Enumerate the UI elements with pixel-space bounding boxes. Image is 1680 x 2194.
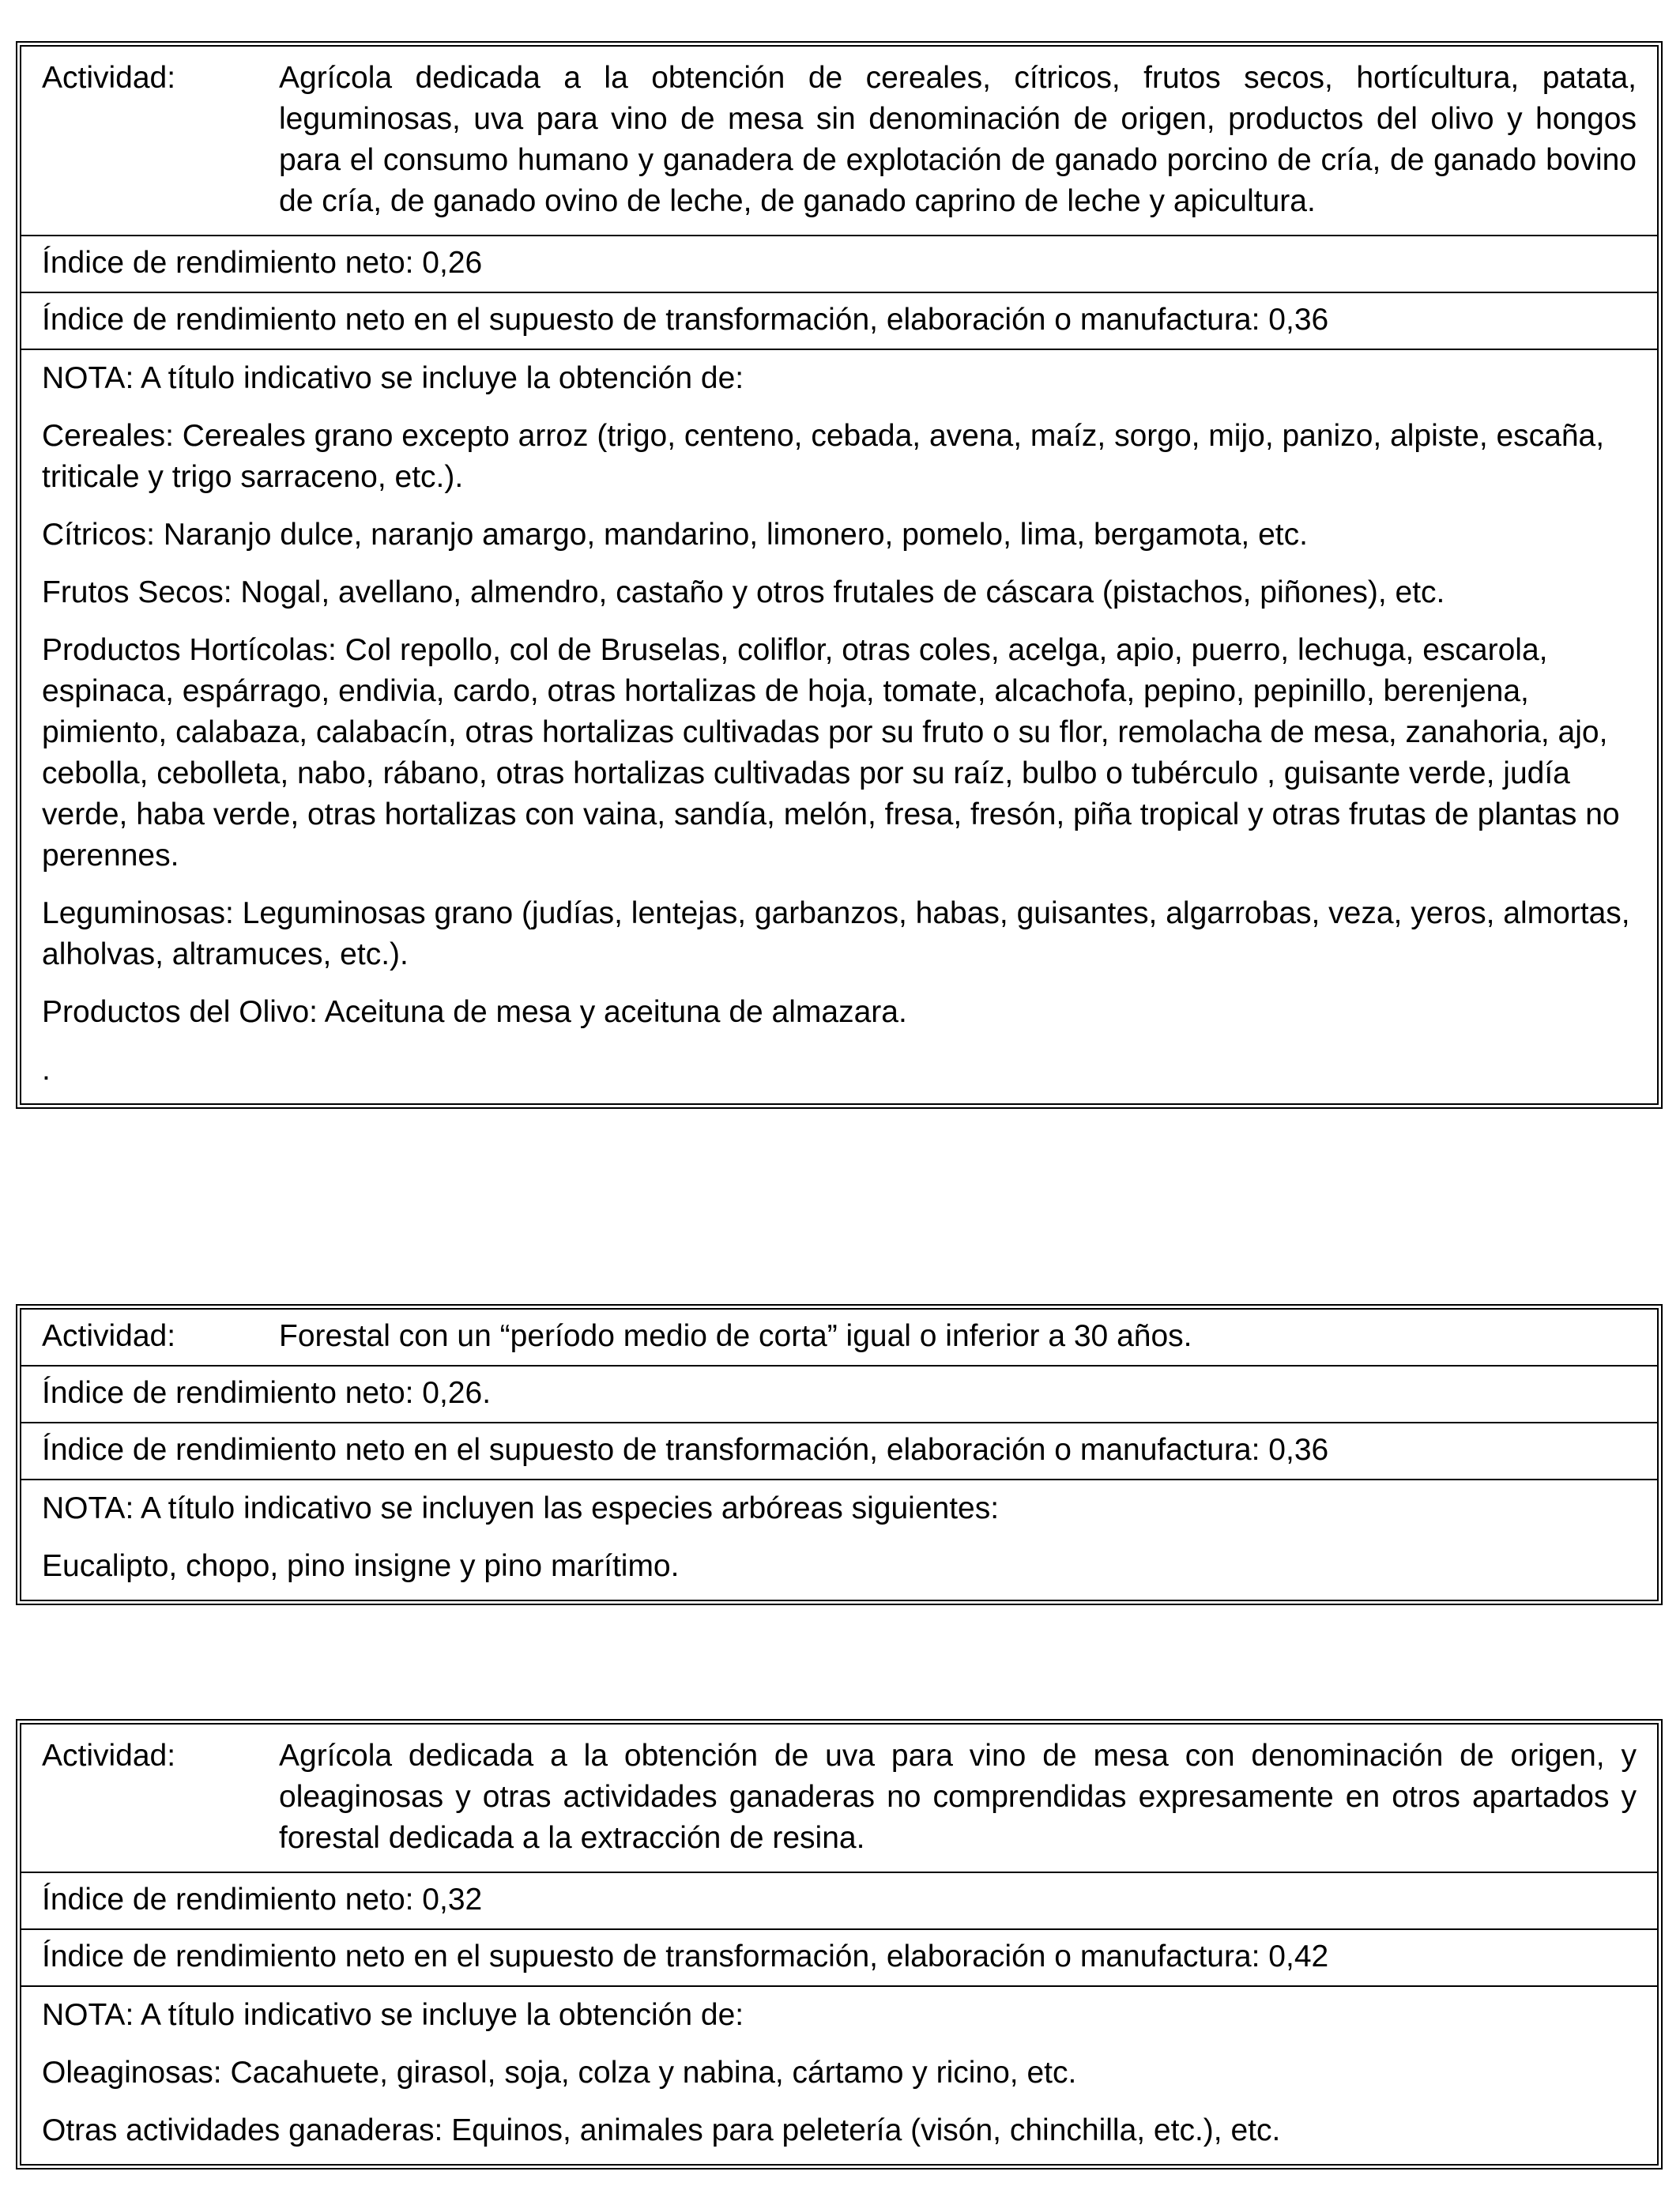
activity-row: [21, 47, 1657, 235]
net-yield-index-transformation: Índice de rendimiento neto en el supuesto de transformación, elaboración o manufactura: 0,36: [21, 292, 1657, 349]
note-item-cereales: Cereales: Cereales grano excepto arroz (trigo, centeno, cebada, avena, maíz, sorgo, mijo, panizo, alpiste, escaña, triticale y trigo sarraceno, etc.).: [42, 419, 1605, 494]
activity-description: Agrícola dedicada a la obtención de cereales, cítricos, frutos secos, hortícultura, patata, leguminosas, uva para vino de mesa sin denominación de origen, productos del olivo y hongos para el consumo humano y ganadera de explotación de ganado porcino de cría, de ganado bovino de cría, de ganado ovino de leche, de ganado caprino de leche y apicultura.: [279, 61, 1637, 218]
net-yield-index-transformation: Índice de rendimiento neto en el supuesto de transformación, elaboración o manufactura: 0,42: [21, 1928, 1657, 1985]
note-block: [21, 349, 1657, 1103]
activity-row: [21, 1725, 1657, 1872]
note-item-oleaginosas: Oleaginosas: Cacahuete, girasol, soja, colza y nabina, cártamo y ricino, etc.: [42, 2056, 1077, 2090]
note-item-olivo: Productos del Olivo: Aceituna de mesa y aceituna de almazara.: [42, 995, 907, 1029]
activity-table-agricola-general: [16, 41, 1663, 1109]
note-item-especies: Eucalipto, chopo, pino insigne y pino marítimo.: [42, 1549, 680, 1583]
note-item-leguminosas: Leguminosas: Leguminosas grano (judías, lentejas, garbanzos, habas, guisantes, algarrobas, veza, yeros, almortas, alholvas, altramuces, etc.).: [42, 896, 1630, 971]
net-yield-index-transformation: Índice de rendimiento neto en el supuesto de transformación, elaboración o manufactura: 0,36: [21, 1422, 1657, 1479]
activity-table-agricola-denominacion: [16, 1719, 1663, 2169]
activity-table-forestal: [16, 1304, 1663, 1605]
note-item-citricos: Cítricos: Naranjo dulce, naranjo amargo, mandarino, limonero, pomelo, lima, bergamota, etc.: [42, 518, 1308, 552]
note-item-ganaderas: Otras actividades ganaderas: Equinos, animales para peletería (visón, chinchilla, etc.), etc.: [42, 2113, 1281, 2147]
note-heading: NOTA: A título indicativo se incluyen las especies arbóreas siguientes:: [42, 1491, 1000, 1525]
activity-label: Actividad:: [42, 1739, 176, 1773]
activity-label: Actividad:: [42, 61, 176, 95]
activity-description: Agrícola dedicada a la obtención de uva para vino de mesa con denominación de origen, y oleaginosas y otras actividades ganaderas no comprendidas expresamente en otros apartados y forestal dedicada a la extracción de resina.: [279, 1739, 1637, 1855]
note-heading: NOTA: A título indicativo se incluye la obtención de:: [42, 361, 744, 395]
note-trailing-dot: .: [42, 1053, 51, 1087]
activity-label: Actividad:: [42, 1319, 176, 1353]
note-block: [21, 1985, 1657, 2164]
note-block: [21, 1479, 1657, 1600]
note-item-horticolas: Productos Hortícolas: Col repollo, col de Bruselas, coliflor, otras coles, acelga, apio, puerro, lechuga, escarola, espinaca, espárrago, endivia, cardo, otras hortalizas de hoja, tomate, alcachofa, pepino, pepinillo, berenjena, pimiento, calabaza, calabacín, otras hortalizas cultivadas por su fruto o su flor, remolacha de mesa, zanahoria, ajo, cebolla, cebolleta, nabo, rábano, otras hortalizas cultivadas por su raíz, bulbo o tubérculo , guisante verde, judía verde, haba verde, otras hortalizas con vaina, sandía, melón, fresa, fresón, piña tropical y otras frutas de plantas no perennes.: [42, 633, 1620, 873]
net-yield-index: Índice de rendimiento neto: 0,26.: [21, 1365, 1657, 1422]
note-heading: NOTA: A título indicativo se incluye la obtención de:: [42, 1998, 744, 2032]
activity-description: Forestal con un “período medio de corta” igual o inferior a 30 años.: [279, 1319, 1192, 1353]
note-item-frutos-secos: Frutos Secos: Nogal, avellano, almendro, castaño y otros frutales de cáscara (pistachos, piñones), etc.: [42, 575, 1445, 609]
net-yield-index: Índice de rendimiento neto: 0,26: [21, 235, 1657, 292]
net-yield-index: Índice de rendimiento neto: 0,32: [21, 1872, 1657, 1928]
activity-row: [21, 1310, 1657, 1365]
